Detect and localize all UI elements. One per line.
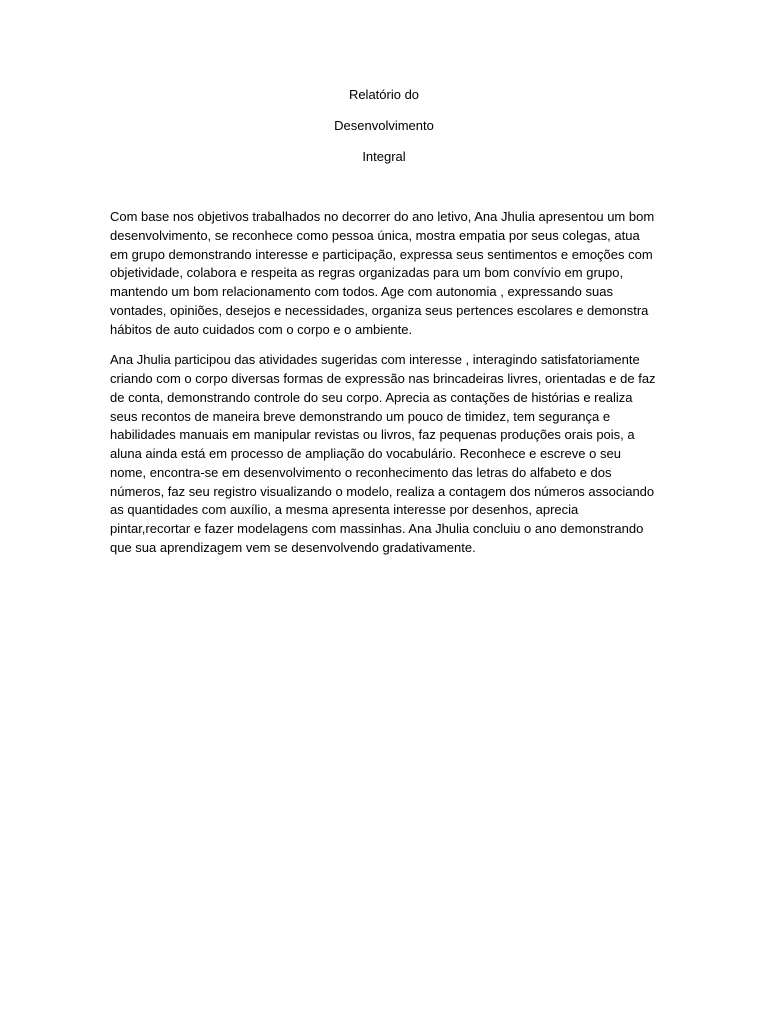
document-title — [0, 85, 768, 178]
title-line-3: Integral — [362, 149, 406, 164]
paragraph-2: Ana Jhulia participou das atividades sugeridas com interesse , interagindo satisfatoriamente criando com o corpo diversas formas de expressão nas brincadeiras livres, orientadas e de faz de conta, demonstrando controle do seu corpo. Aprecia as contações de histórias e realiza seus recontos de maneira breve demonstrando um pouco de timidez, tem segurança e habilidades manuais em manipular revistas ou livros, faz pequenas produções orais pois, a aluna ainda está em processo de ampliação do vocabulário. Reconhece e escreve o seu nome, encontra-se em desenvolvimento o reconhecimento das letras do alfabeto e dos números, faz seu registro visualizando o modelo, realiza a contagem dos números associando as quantidades com auxílio, a mesma apresenta interesse por desenhos, aprecia pintar,recortar e fazer modelagens com massinhas. Ana Jhulia concluiu o ano demonstrando que sua aprendizagem vem se desenvolvendo gradativamente. — [110, 352, 656, 555]
title-line-1: Relatório do — [348, 87, 420, 102]
title-line-2: Desenvolvimento — [334, 118, 434, 133]
paragraph-1: Com base nos objetivos trabalhados no decorrer do ano letivo, Ana Jhulia apresentou um bom desenvolvimento, se reconhece como pessoa única, mostra empatia por seus colegas, atua em grupo demonstrando interesse e participação, expressa seus sentimentos e emoções com objetividade, colabora e respeita as regras organizadas para um bom convívio em grupo, mantendo um bom relacionamento com todos. Age com autonomia , expressando suas vontades, opiniões, desejos e necessidades, organiza seus pertences escolares e demonstra hábitos de auto cuidados com o corpo e o ambiente. — [110, 209, 655, 337]
document-body — [110, 208, 658, 570]
